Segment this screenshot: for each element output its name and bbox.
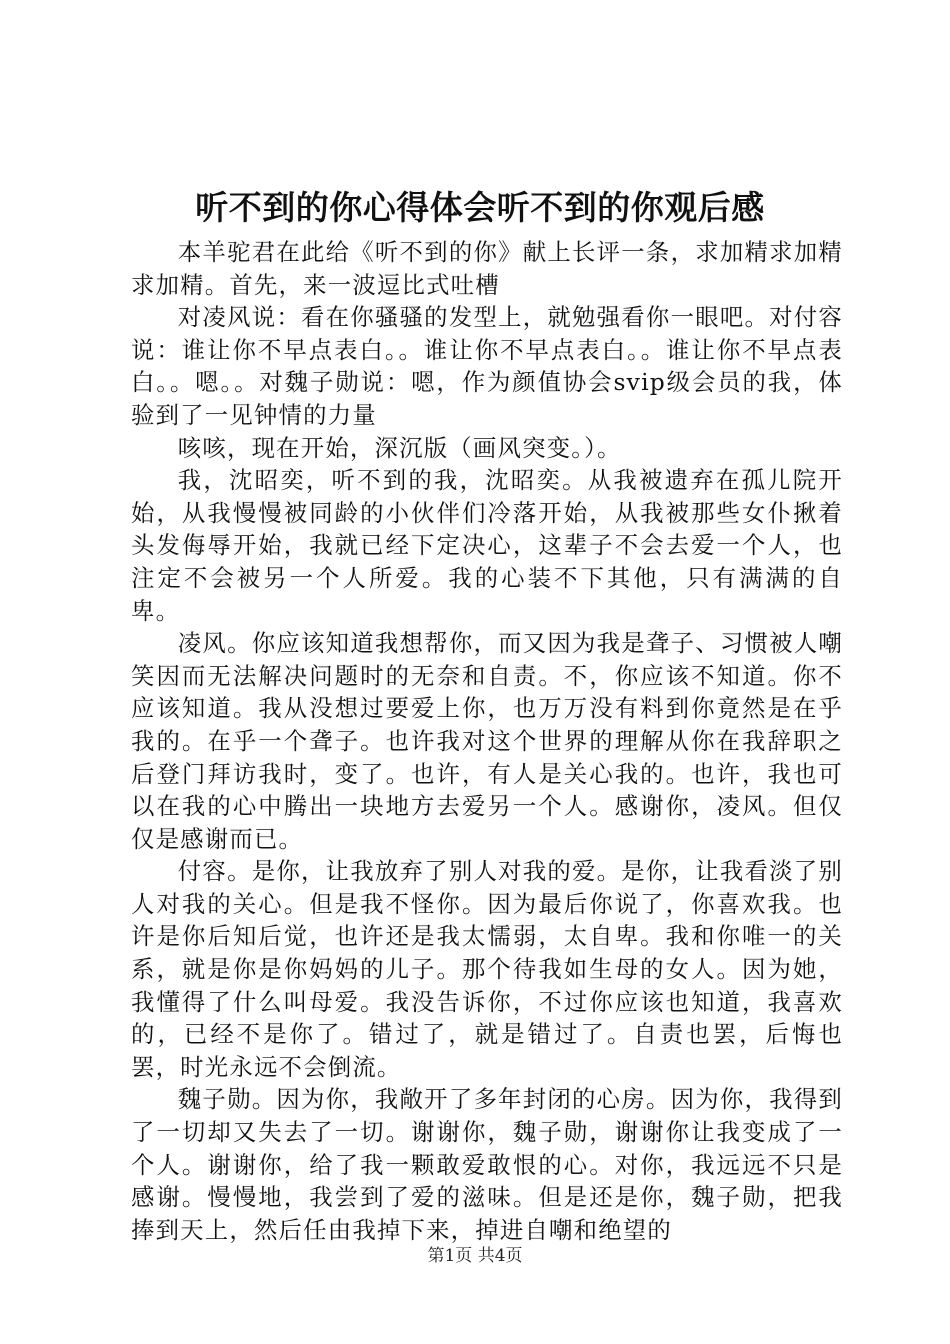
paragraph: 本羊驼君在此给《听不到的你》献上长评一条，求加精求加精求加精。首先，来一波逗比式吐槽 bbox=[131, 238, 843, 299]
paragraph: 我，沈昭奕，听不到的我，沈昭奕。从我被遗弃在孤儿院开始，从我慢慢被同龄的小伙伴们冷落开始，从我被那些女仆揪着头发侮辱开始，我就已经下定决心，这辈子不会去爱一个人，也注定不会被另一个人所爱。我的心装不下其他，只有满满的自卑。 bbox=[131, 466, 843, 625]
paragraph: 对凌风说：看在你骚骚的发型上，就勉强看你一眼吧。对付容说：谁让你不早点表白。。谁让你不早点表白。。谁让你不早点表白。。嗯。。对魏子勋说：嗯，作为颜值协会svip级会员的我，体验到了一见钟情的力量 bbox=[131, 303, 843, 429]
document-body bbox=[131, 236, 843, 1246]
paragraph: 魏子勋。因为你，我敞开了多年封闭的心房。因为你，我得到了一切却又失去了一切。谢谢你，魏子勋，谢谢你让我变成了一个人。谢谢你，给了我一颗敢爱敢恨的心。对你，我远远不只是感谢。慢慢地，我尝到了爱的滋味。但是还是你，魏子勋，把我捧到天上，然后任由我掉下来，掉进自嘲和绝望的 bbox=[131, 1085, 843, 1244]
paragraph: 付容。是你，让我放弃了别人对我的爱。是你，让我看淡了别人对我的关心。但是我不怪你。因为最后你说了，你喜欢我。也许是你后知后觉，也许还是我太懦弱，太自卑。我和你唯一的关系，就是你是你妈妈的儿子。那个待我如生母的女人。因为她，我懂得了什么叫母爱。我没告诉你，不过你应该也知道，我喜欢的，已经不是你了。错过了，就是错过了。自责也罢，后悔也罢，时光永远不会倒流。 bbox=[131, 857, 843, 1081]
paragraph: 凌风。你应该知道我想帮你，而又因为我是聋子、习惯被人嘲笑因而无法解决问题时的无奈和自责。不，你应该不知道。你不应该知道。我从没想过要爱上你，也万万没有料到你竟然是在乎我的。在乎一个聋子。也许我对这个世界的理解从你在我辞职之后登门拜访我时，变了。也许，有人是关心我的。也许，我也可以在我的心中腾出一块地方去爱另一个人。感谢你，凌风。但仅仅是感谢而已。 bbox=[131, 629, 843, 853]
paragraph: 咳咳，现在开始，深沉版（画风突变。）。 bbox=[177, 433, 622, 462]
page-number-footer: 第1页 共4页 bbox=[427, 1246, 523, 1266]
document-title: 听不到的你心得体会听不到的你观后感 bbox=[195, 188, 765, 227]
